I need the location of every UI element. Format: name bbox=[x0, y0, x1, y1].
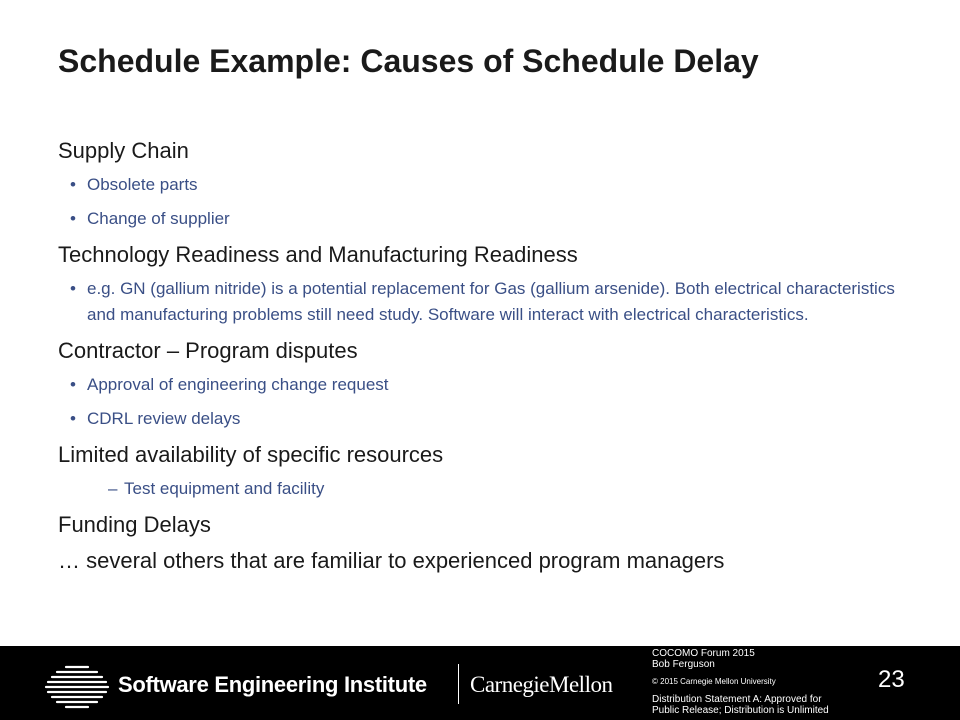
sei-logo-icon bbox=[44, 664, 110, 710]
heading-supply-chain: Supply Chain bbox=[58, 138, 189, 163]
footer-divider bbox=[458, 664, 459, 704]
list-item-text: Obsolete parts bbox=[87, 175, 198, 194]
list-item-text: e.g. GN (gallium nitride) is a potential replacement for Gas (gallium arsenide). Both electrical characteristics and manufacturing problems still need study. Software will interact with electrical characteristics. bbox=[87, 279, 895, 324]
page-number: 23 bbox=[878, 666, 905, 693]
bullet-icon: • bbox=[70, 375, 76, 394]
bullet-icon: • bbox=[70, 209, 76, 228]
forum-label: COCOMO Forum 2015 bbox=[652, 648, 755, 659]
list-item bbox=[58, 406, 918, 432]
list-item bbox=[58, 276, 917, 328]
slide-title: Schedule Example: Causes of Schedule Delay bbox=[58, 43, 759, 79]
list-item bbox=[58, 372, 918, 398]
list-item bbox=[58, 172, 918, 198]
slide-body bbox=[58, 136, 918, 582]
list-item bbox=[58, 206, 918, 232]
heading-contractor: Contractor – Program disputes bbox=[58, 338, 358, 363]
list-item-text: Approval of engineering change request bbox=[87, 375, 389, 394]
distribution-line-1: Distribution Statement A: Approved for bbox=[652, 694, 822, 705]
bullet-icon: • bbox=[70, 279, 76, 298]
bullet-icon: • bbox=[70, 175, 76, 194]
cmu-wordmark: CarnegieMellon bbox=[470, 672, 613, 697]
heading-tech-readiness: Technology Readiness and Manufacturing Readiness bbox=[58, 242, 578, 267]
list-item-text: Change of supplier bbox=[87, 209, 230, 228]
heading-funding: Funding Delays bbox=[58, 512, 211, 537]
distribution-line-2: Public Release; Distribution is Unlimited bbox=[652, 705, 829, 716]
sei-wordmark: Software Engineering Institute bbox=[118, 672, 427, 697]
footer-bar bbox=[0, 646, 960, 720]
list-item-text: CDRL review delays bbox=[87, 409, 241, 428]
bullet-icon: • bbox=[70, 409, 76, 428]
heading-others: … several others that are familiar to experienced program managers bbox=[58, 548, 725, 573]
list-item bbox=[58, 476, 918, 502]
dash-icon: – bbox=[108, 479, 118, 498]
heading-limited-resources: Limited availability of specific resources bbox=[58, 442, 444, 467]
list-item-text: Test equipment and facility bbox=[124, 479, 325, 498]
copyright-label: © 2015 Carnegie Mellon University bbox=[652, 677, 776, 686]
author-label: Bob Ferguson bbox=[652, 659, 715, 670]
